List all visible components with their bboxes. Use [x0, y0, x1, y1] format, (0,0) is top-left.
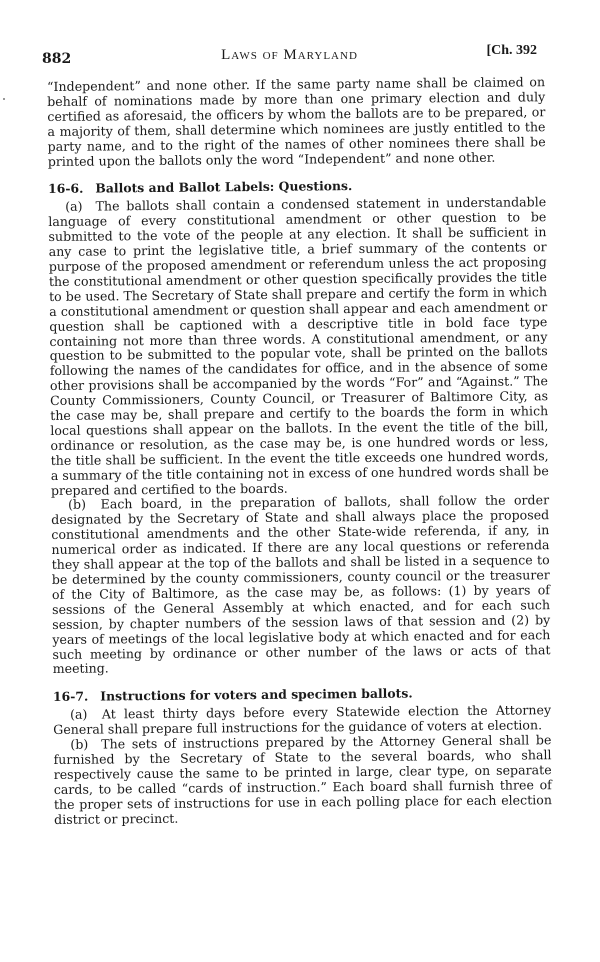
page-number: 882 [42, 51, 72, 67]
chapter-label: [Ch. 392 [486, 43, 537, 58]
section-number: 16-6. [47, 181, 84, 197]
section-title: Ballots and Ballot Labels: Questions. [95, 178, 353, 196]
continuation-paragraph: “Independent” and none other. If the same party name shall be claimed on behalf of nominations made by more than one primary election and duly certified as aforesaid, the officers by whom the ballots are to be prepared, or a majority of them, shall determine which nominees are justly entitled to the party name, and to the right of the names of other nominees there shall be printed upon the ballots only the word “Independent” and none other. [46, 74, 546, 169]
body-text [47, 75, 552, 827]
running-title: Laws of Maryland [221, 47, 358, 63]
running-head [42, 43, 537, 65]
paragraph-16-7-b: (b) The sets of instructions prepared by the Attorney General shall be furnished by the Secretary of State to the several boards, who shall respectively cause the same to be printed in large, clear type, on separate cards, to be called “cards of instruction.” Each board shall furnish three of the proper sets of instructions for use in each polling place for each election district or precinct. [53, 732, 553, 827]
paragraph-16-6-a: (a) The ballots shall contain a condensed statement in understandable language of every constitutional amendment or other question to be submitted to the vote of the people at any election. It shall be sufficient in any case to print the legislative title, a brief summary of the contents or purpose of the proposed amendment or referendum unless the act proposing the constitutional amendment or other question specifically provides the title to be used. The Secretary of State shall prepare and certify the form in which a constitutional amendment or question shall appear and each amendment or question shall be captioned with a descriptive title in bold face type containing not more than three words. A constitutional amendment, or any question to be submitted to the popular vote, shall be printed on the ballots following the names of the candidates for office, and in the absence of some other provisions shall be accompanied by the words “For” and “Against.” The County Commissioners, County Council, or Treasurer of Baltimore City, as the case may be, shall prepare and certify to the boards the form in which local questions shall appear on the ballots. In the event the title of the bill, ordinance or resolution, as the case may be, is one hundred words or less, the title shall be sufficient. In the event the title exceeds one hundred words, a summary of the title containing not in excess of one hundred words shall be prepared and certified to the boards. [48, 194, 549, 498]
paragraph-16-6-b: (b) Each board, in the preparation of ballots, shall follow the order designated by the Secretary of State and shall always place the proposed constitutional amendments and the other State-wide referenda, if any, in numerical order as indicated. If there are any local questions or referenda they shall appear at the top of the ballots and shall be listed in a sequence to be determined by the county commissioners, county council or the treasurer of the City of Baltimore, as the case may be, as follows: (1) by years of sessions of the General Assembly at which enacted, and for each such session, by chapter numbers of the session laws of that session and (2) by years of meetings of the local legislative body at which enacted and for each such meeting by ordinance or other number of the laws or acts of that meeting. [51, 492, 551, 677]
scan-speck [3, 98, 5, 100]
paragraph-16-7-a: (a) At least thirty days before every Statewide election the Attorney General shall prepare full instructions for the guidance of voters at election. [53, 702, 552, 738]
section-title: Instructions for voters and specimen ballots. [100, 685, 413, 704]
section-number: 16-7. [52, 688, 89, 705]
